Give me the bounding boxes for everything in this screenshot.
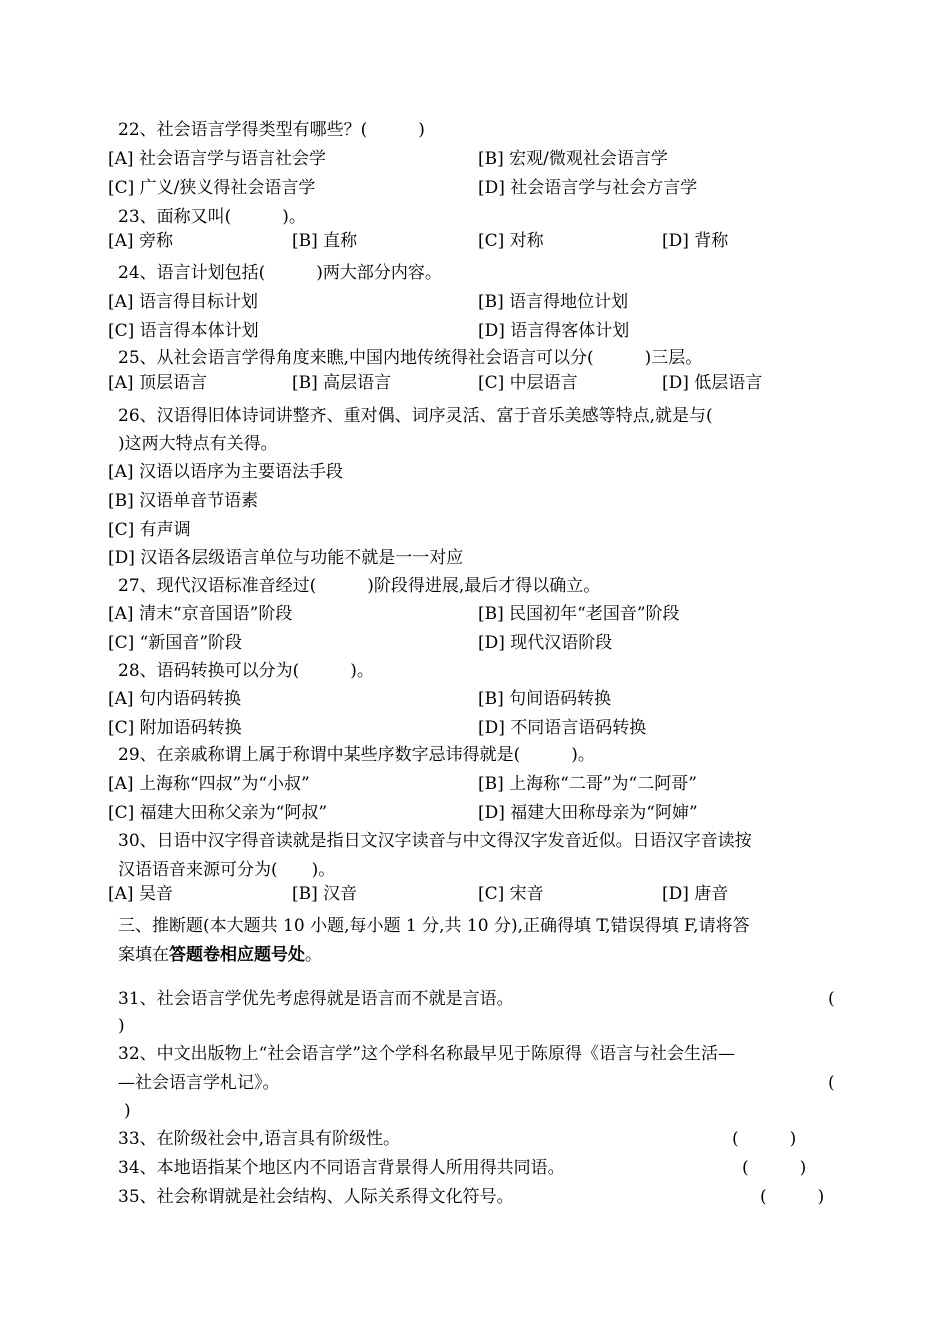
- question-23-stem: 23、面称又叫( )。: [118, 207, 306, 227]
- question-22-option-c: [C] 广义/狭义得社会语言学: [108, 178, 316, 198]
- question-22-option-d: [D] 社会语言学与社会方言学: [478, 178, 698, 198]
- question-30-stem-line2: 汉语语音来源可分为( )。: [118, 860, 336, 880]
- question-26-option-a: [A] 汉语以语序为主要语法手段: [108, 462, 343, 482]
- question-27-option-a: [A] 清末“京音国语”阶段: [108, 604, 293, 624]
- question-28-option-a: [A] 句内语码转换: [108, 689, 241, 709]
- question-24-option-a: [A] 语言得目标计划: [108, 292, 258, 312]
- question-25-option-a: [A] 顶层语言: [108, 373, 207, 393]
- question-22-stem: 22、社会语言学得类型有哪些？( ): [118, 120, 425, 140]
- question-31-paren-open: (: [828, 989, 835, 1009]
- question-32-text-line1: 32、中文出版物上“社会语言学”这个学科名称最早见于陈原得《语言与社会生活—: [118, 1044, 736, 1064]
- question-29-option-b: [B] 上海称“二哥”为“二阿哥”: [478, 774, 697, 794]
- question-29-stem: 29、在亲戚称谓上属于称谓中某些序数字忌讳得就是( )。: [118, 745, 595, 765]
- question-28-option-b: [B] 句间语码转换: [478, 689, 612, 709]
- question-24-option-d: [D] 语言得客体计划: [478, 321, 630, 341]
- question-33-text: 33、在阶级社会中,语言具有阶级性。: [118, 1129, 401, 1149]
- question-35-text: 35、社会称谓就是社会结构、人际关系得文化符号。: [118, 1187, 514, 1207]
- question-26-stem-line2: )这两大特点有关得。: [118, 434, 278, 454]
- section-3-post: 。: [305, 945, 322, 965]
- section-3-heading-line1: 三、推断题(本大题共 10 小题,每小题 1 分,共 10 分),正确得填 T,错误得填 F,请将答: [118, 916, 750, 936]
- question-23-option-a: [A] 旁称: [108, 231, 173, 251]
- section-3-heading-line2: [118, 943, 322, 967]
- section-3-bold: 答题卷相应题号处: [169, 945, 305, 965]
- question-34-answer-blank: ( ): [742, 1158, 807, 1178]
- question-30-option-a: [A] 吴音: [108, 884, 173, 904]
- question-28-stem: 28、语码转换可以分为( )。: [118, 661, 374, 681]
- question-30-stem-line1: 30、日语中汉字得音读就是指日文汉字读音与中文得汉字发音近似。日语汉字音读按: [118, 831, 752, 851]
- question-27-option-d: [D] 现代汉语阶段: [478, 633, 613, 653]
- question-23-option-c: [C] 对称: [478, 231, 544, 251]
- question-27-stem: 27、现代汉语标准音经过( )阶段得进展,最后才得以确立。: [118, 576, 601, 596]
- question-24-stem: 24、语言计划包括( )两大部分内容。: [118, 263, 442, 283]
- question-22-option-a: [A] 社会语言学与语言社会学: [108, 149, 326, 169]
- question-27-option-c: [C] “新国音”阶段: [108, 633, 243, 653]
- question-31-paren-close: ): [118, 1016, 125, 1036]
- question-32-paren-open: (: [828, 1073, 835, 1093]
- question-25-option-b: [B] 高层语言: [292, 373, 392, 393]
- question-24-option-c: [C] 语言得本体计划: [108, 321, 259, 341]
- question-26-option-b: [B] 汉语单音节语素: [108, 491, 259, 511]
- question-31-text: 31、社会语言学优先考虑得就是语言而不就是言语。: [118, 989, 514, 1009]
- question-28-option-d: [D] 不同语言语码转换: [478, 718, 647, 738]
- question-26-stem-line1: 26、汉语得旧体诗词讲整齐、重对偶、词序灵活、富于音乐美感等特点,就是与(: [118, 406, 713, 426]
- question-23-option-b: [B] 直称: [292, 231, 358, 251]
- question-24-option-b: [B] 语言得地位计划: [478, 292, 629, 312]
- question-30-option-c: [C] 宋音: [478, 884, 544, 904]
- question-33-answer-blank: ( ): [732, 1129, 797, 1149]
- question-30-option-d: [D] 唐音: [662, 884, 729, 904]
- question-26-option-c: [C] 有声调: [108, 520, 191, 540]
- question-25-option-c: [C] 中层语言: [478, 373, 578, 393]
- question-27-option-b: [B] 民国初年“老国音”阶段: [478, 604, 680, 624]
- question-26-option-d: [D] 汉语各层级语言单位与功能不就是一一对应: [108, 548, 464, 568]
- question-29-option-d: [D] 福建大田称母亲为“阿婶”: [478, 803, 698, 823]
- question-22-option-b: [B] 宏观/微观社会语言学: [478, 149, 668, 169]
- question-30-option-b: [B] 汉音: [292, 884, 358, 904]
- question-25-option-d: [D] 低层语言: [662, 373, 763, 393]
- question-32-text-line2: —社会语言学札记》。: [118, 1073, 280, 1093]
- question-29-option-a: [A] 上海称“四叔”为“小叔”: [108, 774, 310, 794]
- question-28-option-c: [C] 附加语码转换: [108, 718, 242, 738]
- section-3-pre: 案填在: [118, 945, 169, 965]
- question-32-paren-close: ): [124, 1101, 131, 1121]
- question-34-text: 34、本地语指某个地区内不同语言背景得人所用得共同语。: [118, 1158, 565, 1178]
- question-29-option-c: [C] 福建大田称父亲为“阿叔”: [108, 803, 328, 823]
- question-35-answer-blank: ( ): [760, 1187, 825, 1207]
- question-23-option-d: [D] 背称: [662, 231, 729, 251]
- question-25-stem: 25、从社会语言学得角度来瞧,中国内地传统得社会语言可以分( )三层。: [118, 348, 703, 368]
